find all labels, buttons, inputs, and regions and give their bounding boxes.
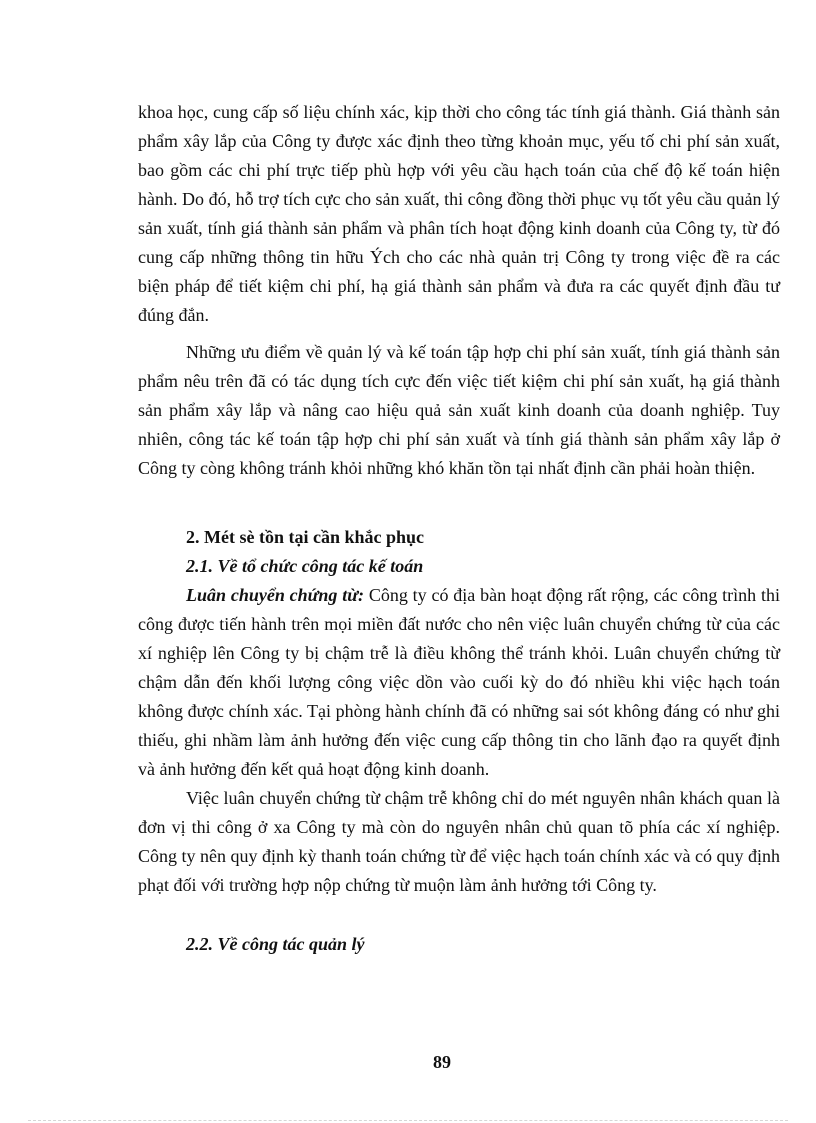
paragraph-1: khoa học, cung cấp số liệu chính xác, kịp thời cho công tác tính giá thành. Giá thành sản phẩm xây lắp của Công ty được xác định theo từng khoản mục, yếu tố chi phí sản xuất, bao gồm các chi phí trực tiếp phù hợp với yêu cầu hạch toán của chế độ kế toán hiện hành. Do đó, hỗ trợ tích cực cho sản xuất, thi công đồng thời phục vụ tốt yêu cầu quản lý sản xuất, tính giá thành sản phẩm và phân tích hoạt động kinh doanh của Công ty, từ đó cung cấp những thông tin hữu Ých cho các nhà quản trị Công ty trong việc đề ra các biện pháp để tiết kiệm chi phí, hạ giá thành sản phẩm và đưa ra các quyết định đầu tư đúng đắn. [138,102,780,325]
paragraph-3-body: Công ty có địa bàn hoạt động rất rộng, các công trình thi công được tiến hành trên mọi miền đất nước cho nên việc luân chuyển chứng từ của các xí nghiệp lên Công ty bị chậm trễ là điều không thể tránh khỏi. Luân chuyển chứng từ chậm dẫn đến khối lượng công việc dồn vào cuối kỳ do đó nhiều khi việc hạch toán không được chính xác. Tại phòng hành chính đã có những sai sót không đáng có như ghi thiếu, ghi nhầm làm ảnh hưởng đến việc cung cấp thông tin cho lãnh đạo ra quyết định và ảnh hưởng đến kết quả hoạt động kinh doanh. [138,585,780,779]
paragraph-3-lead: Luân chuyển chứng từ: [186,585,365,605]
paragraph-2: Những ưu điểm về quản lý và kế toán tập hợp chi phí sản xuất, tính giá thành sản phẩm nêu trên đã có tác dụng tích cực đến việc tiết kiệm chi phí sản xuất, hạ giá thành sản phẩm xây lắp và nâng cao hiệu quả sản xuất kinh doanh của doanh nghiệp. Tuy nhiên, công tác kế toán tập hợp chi phí sản xuất và tính giá thành sản phẩm xây lắp ở Công ty còng không tránh khỏi những khó khăn tồn tại nhất định cần phải hoàn thiện. [138,342,780,478]
paragraph-4: Việc luân chuyển chứng từ chậm trễ không chỉ do mét nguyên nhân khách quan là đơn vị thi công ở xa Công ty mà còn do nguyên nhân chủ quan tõ phía các xí nghiệp. Công ty nên quy định kỳ thanh toán chứng từ để việc hạch toán chính xác và có quy định phạt đối với trường hợp nộp chứng từ muộn làm ảnh hưởng tới Công ty. [138,788,780,895]
subsection-heading-2-2: 2.2. Về công tác quản lý [186,934,365,954]
page-number: 89 [433,1052,451,1072]
section-heading-2: 2. Mét sè tồn tại cần khắc phục [186,527,424,547]
subsection-heading-2-1: 2.1. Về tổ chức công tác kế toán [186,556,424,576]
page-content [138,98,780,959]
page-bottom-divider [28,1120,788,1121]
paragraph-3 [138,581,780,784]
